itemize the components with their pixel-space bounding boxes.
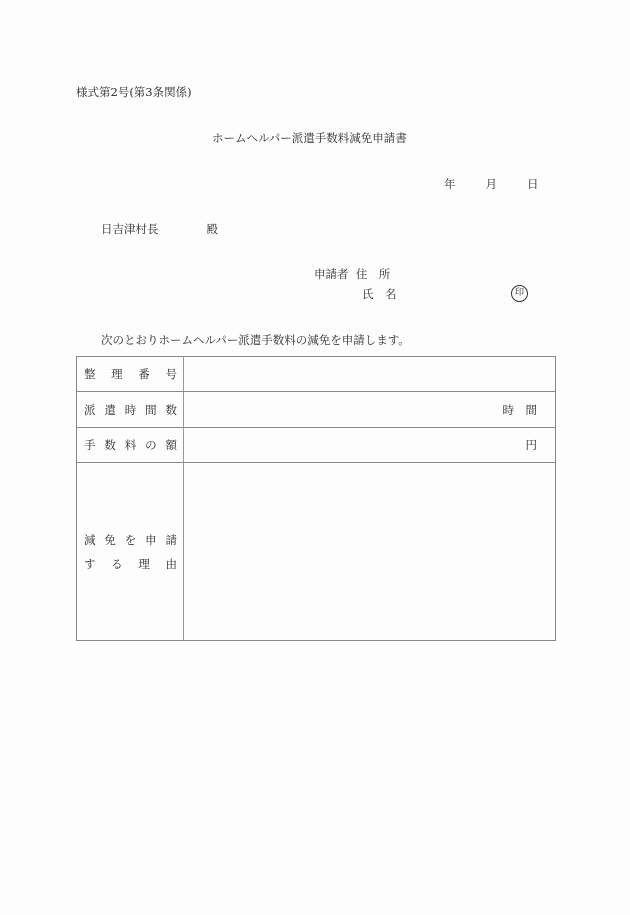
table-row-dispatch-hours bbox=[77, 392, 556, 428]
dispatch-hours-label: 派 遣 時 間 数 bbox=[77, 392, 184, 428]
table-row-fee-amount bbox=[77, 428, 556, 463]
dispatch-hours-field[interactable] bbox=[184, 392, 556, 428]
addressee bbox=[101, 222, 218, 236]
intro-text: 次のとおりホームヘルパー派遣手数料の減免を申請します。 bbox=[101, 333, 410, 347]
addressee-name: 日吉津村長 bbox=[101, 222, 159, 236]
seal-mark-icon: 印 bbox=[511, 285, 528, 302]
address-label: 住 所 bbox=[355, 267, 391, 281]
table-row-reason bbox=[77, 463, 556, 641]
month-label: 月 bbox=[485, 177, 497, 191]
name-label: 氏 名 bbox=[362, 287, 397, 301]
fee-amount-field[interactable] bbox=[184, 428, 556, 463]
year-label: 年 bbox=[444, 177, 456, 191]
reason-label: 減 免 を 申 請 す る 理 由 bbox=[77, 463, 184, 641]
table-row-reference-number bbox=[77, 357, 556, 392]
yen-unit: 円 bbox=[525, 438, 537, 452]
fee-amount-label: 手 数 料 の 額 bbox=[77, 428, 184, 463]
hours-unit: 時 間 bbox=[502, 402, 537, 417]
applicant-address-row bbox=[314, 267, 390, 281]
form-number: 様式第2号(第3条関係) bbox=[76, 85, 192, 99]
application-table bbox=[76, 356, 556, 641]
reason-field[interactable] bbox=[184, 463, 556, 641]
day-label: 日 bbox=[527, 177, 539, 191]
reference-number-field[interactable] bbox=[184, 357, 556, 392]
date-line bbox=[444, 177, 539, 191]
reference-number-label: 整 理 番 号 bbox=[77, 357, 184, 392]
addressee-honorific: 殿 bbox=[206, 222, 218, 236]
applicant-name-row bbox=[362, 287, 397, 301]
document-title: ホームヘルパー派遣手数料減免申請書 bbox=[212, 131, 407, 145]
applicant-label: 申請者 bbox=[314, 267, 349, 281]
